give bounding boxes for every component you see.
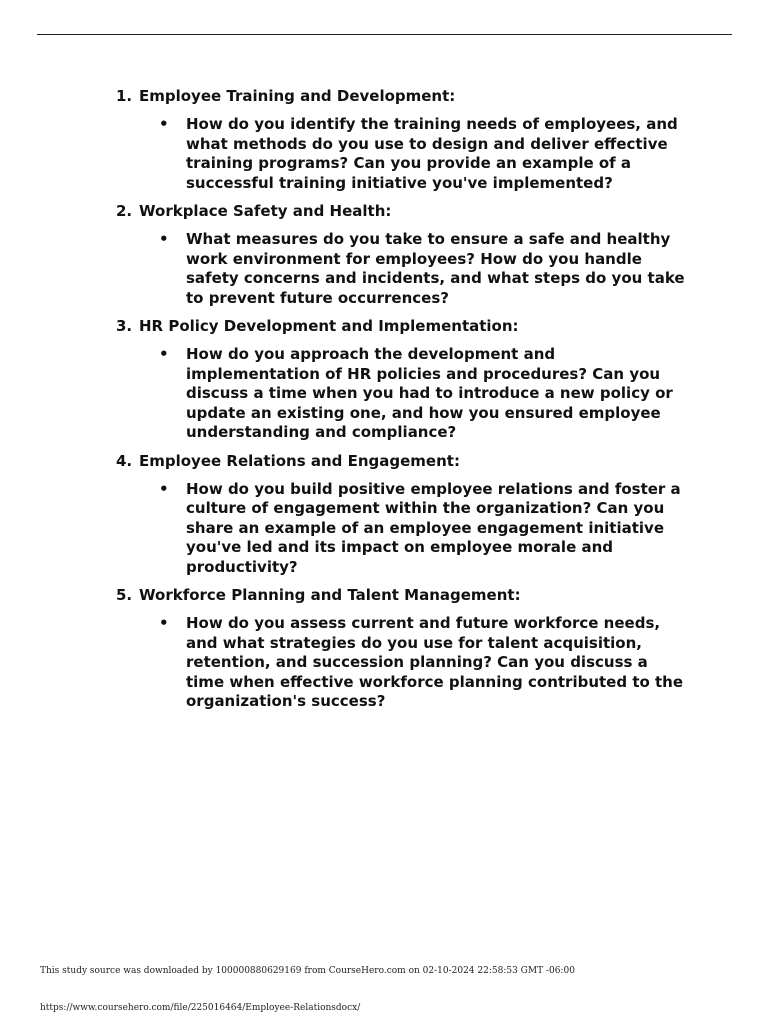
question-item bbox=[159, 115, 686, 193]
section-safety bbox=[116, 201, 696, 308]
section-number: 2. bbox=[116, 202, 133, 220]
section-heading bbox=[116, 86, 696, 106]
section-title: Workforce Planning and Talent Management: bbox=[139, 586, 521, 604]
section-number: 1. bbox=[116, 87, 133, 105]
question-item bbox=[159, 614, 686, 712]
section-heading bbox=[116, 201, 696, 221]
question-list bbox=[116, 86, 696, 720]
bullet-icon: • bbox=[159, 230, 169, 248]
section-title: Employee Relations and Engagement: bbox=[139, 451, 460, 470]
bullet-icon: • bbox=[159, 115, 169, 133]
bullet-icon: • bbox=[159, 614, 169, 632]
question-text: How do you build positive employee relations and foster a culture of engagement within the organization? Can you share an example of an employee engagement initiative you've led and its impact on employee morale and productivity? bbox=[186, 479, 681, 576]
section-heading bbox=[116, 585, 696, 605]
section-title: Employee Training and Development: bbox=[139, 87, 456, 105]
question-item bbox=[159, 230, 686, 308]
bullet-icon: • bbox=[159, 479, 169, 498]
section-number: 3. bbox=[116, 317, 133, 335]
section-title: Workplace Safety and Health: bbox=[139, 202, 392, 220]
section-number: 5. bbox=[116, 586, 133, 604]
section-number: 4. bbox=[116, 451, 133, 470]
section-relations bbox=[116, 451, 696, 578]
download-notice: This study source was downloaded by 100000880629169 from CourseHero.com on 02-10-2024 22:58:53 GMT -06:00 bbox=[40, 966, 575, 976]
bullet-icon: • bbox=[159, 345, 169, 363]
section-heading bbox=[116, 316, 696, 336]
question-text: How do you identify the training needs of employees, and what methods do you use to design and deliver effective training programs? Can you provide an example of a successful training initiative you've implemented? bbox=[186, 115, 678, 192]
question-item bbox=[159, 479, 686, 578]
header-divider bbox=[37, 34, 732, 35]
section-training bbox=[116, 86, 696, 193]
section-title: HR Policy Development and Implementation: bbox=[139, 317, 519, 335]
question-text: What measures do you take to ensure a safe and healthy work environment for employees? How do you handle safety concerns and incidents, and what steps do you take to prevent future occurrences? bbox=[186, 230, 685, 307]
question-text: How do you assess current and future workforce needs, and what strategies do you use for talent acquisition, retention, and succession planning? Can you discuss a time when effective workforce planning contributed to the organization's success? bbox=[186, 614, 684, 710]
section-workforce bbox=[116, 585, 696, 712]
section-policy bbox=[116, 316, 696, 443]
question-text: How do you approach the development and implementation of HR policies and procedures? Can you discuss a time when you had to introduce a new policy or update an existing one, and how you ensured employee understanding and compliance? bbox=[186, 345, 673, 441]
source-url[interactable]: https://www.coursehero.com/file/225016464/Employee-Relationsdocx/ bbox=[40, 1003, 361, 1013]
question-item bbox=[159, 345, 686, 443]
section-heading bbox=[116, 451, 696, 471]
